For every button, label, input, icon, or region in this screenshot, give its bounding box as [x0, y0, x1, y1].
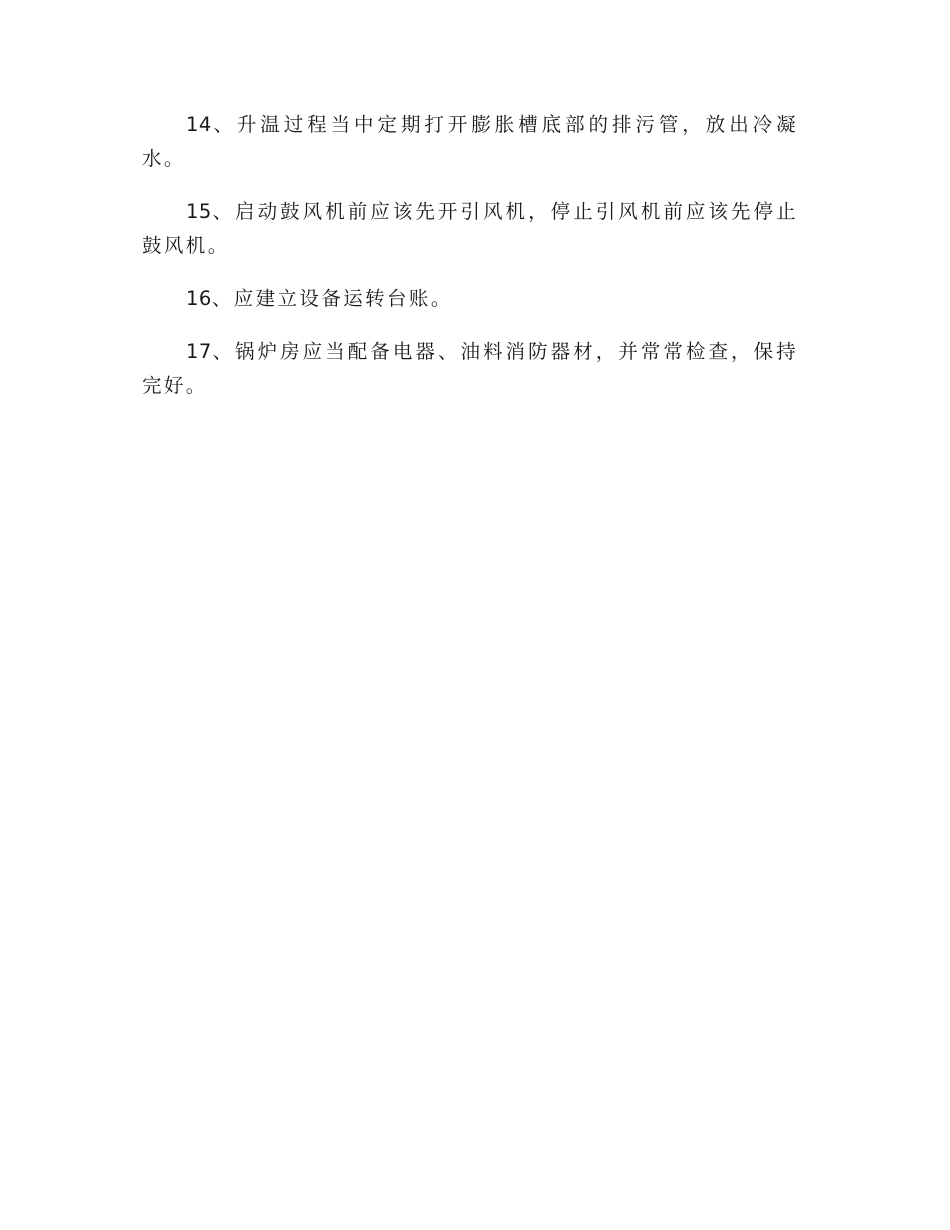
- item-text: 、启动鼓风机前应该先开引风机，停止引风机前应该先停止鼓风机。: [142, 200, 798, 257]
- item-text: 、升温过程当中定期打开膨胀槽底部的排污管，放出冷凝水。: [142, 113, 798, 170]
- document-body: [142, 108, 798, 422]
- item-number: 17: [186, 340, 212, 363]
- item-number: 15: [186, 200, 212, 223]
- item-text: 、锅炉房应当配备电器、油料消防器材，并常常检查，保持完好。: [142, 340, 798, 397]
- paragraph-15: [142, 195, 798, 263]
- item-number: 16: [186, 287, 212, 310]
- paragraph-17: [142, 335, 798, 403]
- paragraph-16: [142, 282, 798, 316]
- item-text: 、应建立设备运转台账。: [211, 287, 453, 310]
- item-number: 14: [186, 113, 212, 136]
- paragraph-14: [142, 108, 798, 176]
